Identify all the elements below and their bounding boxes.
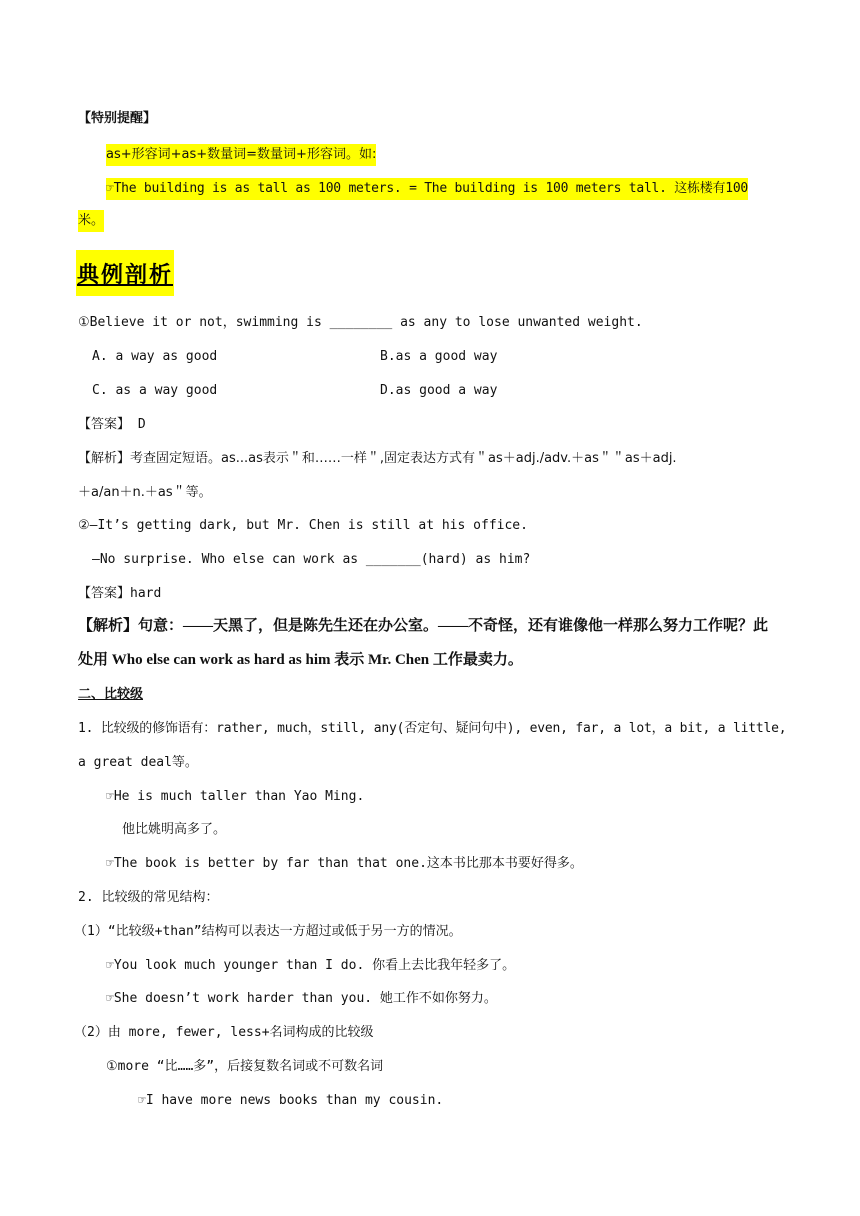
section2-p1-line2: a great deal等。 [78,755,198,770]
q1-answer: 【答案】 D [78,417,146,432]
section2-structure1-example1: ☞You look much younger than I do. 你看上去比我年轻多了。 [106,958,516,973]
section2-heading [78,686,143,704]
q1-option-a: A. a way as good [92,349,218,364]
section2-structure2-sub: ①more “比……多”，后接复数名词或不可数名词 [106,1059,384,1074]
q1-analysis-line1: 【解析】考查固定短语。as...as表示＂和……一样＂,固定表达方式有＂as＋adj./adv.＋as＂＂as＋adj. [78,451,677,466]
reminder-example-text2: 米。 [78,210,104,232]
section2-structure1: （1）“比较级+than”结构可以表达一方超过或低于另一方的情况。 [74,924,462,939]
section2-structure1-example2: ☞She doesn’t work harder than you. 她工作不如你努力。 [106,991,497,1006]
q1-stem: ①Believe it or not，swimming is ________ as any to lose unwanted weight. [78,315,643,330]
q2-answer: 【答案】hard [78,586,162,601]
reminder-rule-text: as+形容词+as+数量词=数量词+形容词。如: [106,144,376,166]
reminder-rule [106,144,376,166]
reminder-heading: 【特别提醒】 [78,111,157,126]
q2-stem-line2: —No surprise. Who else can work as _______(hard) as him? [92,552,531,567]
section2-structure2: （2）由 more, fewer, less+名词构成的比较级 [74,1025,374,1040]
q1-analysis-line2: ＋a/an＋n.＋as＂等。 [78,485,212,500]
q1-option-d: D.as good a way [380,383,498,398]
q2-analysis-line1: 【解析】句意：——天黑了，但是陈先生还在办公室。——不奇怪，还有谁像他一样那么努力工作呢？此 [78,618,769,634]
reminder-example-text1: ☞The building is as tall as 100 meters. = The building is 100 meters tall. 这栋楼有100 [106,178,748,200]
q2-stem-line1: ②—It’s getting dark, but Mr. Chen is still at his office. [78,518,528,533]
section2-structure2-example: ☞I have more news books than my cousin. [138,1093,444,1108]
section2-p1-line1: 1. 比较级的修饰语有：rather, much，still, any(否定句、疑问句中), even, far, a lot，a bit, a little, [78,721,787,736]
section2-example2: ☞The book is better by far than that one.这本书比那本书要好得多。 [106,856,583,871]
typical-example-badge-label: 典例剖析 [76,261,173,288]
q2-analysis-line2: 处用 Who else can work as hard as him 表示 Mr. Chen 工作最卖力。 [78,652,523,668]
reminder-example-line1 [106,178,748,200]
section2-heading-text: 二、比较级 [78,687,144,702]
typical-example-badge [76,250,174,296]
section2-example1-cn: 他比姚明高多了。 [122,822,227,837]
q1-option-b: B.as a good way [380,349,498,364]
section2-p2: 2. 比较级的常见结构： [78,890,219,905]
q1-option-c: C. as a way good [92,383,218,398]
reminder-example-line2 [78,210,104,232]
section2-example1: ☞He is much taller than Yao Ming. [106,789,365,804]
